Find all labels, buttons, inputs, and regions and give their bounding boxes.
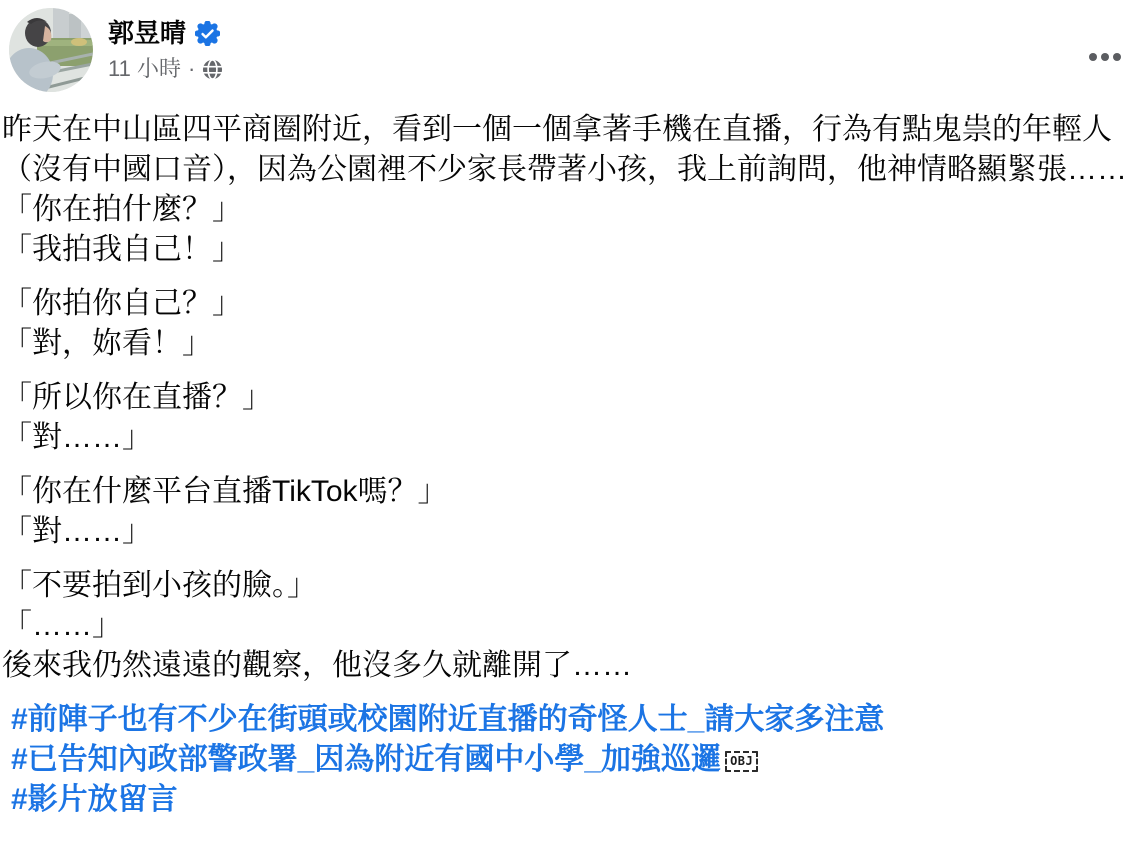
- hashtag-link[interactable]: #前陣子也有不少在街頭或校園附近直播的奇怪人士_請大家多注意: [11, 703, 885, 736]
- post-text-line: 「你在拍什麼？」: [2, 193, 242, 226]
- post-text-line: 「對……」: [2, 515, 152, 548]
- avatar[interactable]: [9, 8, 93, 92]
- post-header: [9, 8, 1123, 100]
- post-text-line: 「……」: [2, 609, 122, 642]
- hashtag-paragraph: [2, 700, 1136, 820]
- ellipsis-dot: [1101, 53, 1109, 61]
- post-text-line: 「你拍你自己？」: [2, 287, 242, 320]
- hashtag-line: [11, 740, 1136, 780]
- post-paragraph: [2, 284, 1136, 364]
- post-text-line: 後來我仍然遠遠的觀察，他沒多久就離開了……: [2, 649, 632, 682]
- post-text-line: 「不要拍到小孩的臉。」: [2, 569, 317, 602]
- globe-privacy-icon: [202, 59, 223, 80]
- ellipsis-dot: [1113, 53, 1121, 61]
- verified-badge-icon: [195, 21, 220, 46]
- meta-separator: ·: [187, 56, 196, 81]
- ellipsis-dot: [1089, 53, 1097, 61]
- post-paragraph: [2, 110, 1136, 270]
- hashtag-link[interactable]: #影片放留言: [11, 783, 178, 816]
- post-text-line: 「我拍我自己！」: [2, 233, 242, 266]
- author-name-row: [108, 18, 223, 48]
- post-header-info: [108, 18, 223, 81]
- post-text-line: 「所以你在直播？」: [2, 381, 272, 414]
- avatar-photo: [9, 8, 93, 92]
- post-text-line: （沒有中國口音），因為公園裡不少家長帶著小孩，我上前詢問，他神情略顯緊張……: [2, 153, 1127, 186]
- post-text-line: 「你在什麼平台直播TikTok嗎？」: [2, 475, 448, 508]
- post-meta-row: [108, 57, 223, 81]
- post-body: [2, 110, 1136, 820]
- ellipsis-menu-icon[interactable]: [1087, 47, 1123, 67]
- post-text-line: 「對，妳看！」: [2, 327, 212, 360]
- post-paragraph: [2, 566, 1136, 686]
- hashtag-line: [11, 700, 1136, 740]
- hashtag-link[interactable]: #已告知內政部警政署_因為附近有國中小學_加強巡邏: [11, 743, 722, 776]
- author-name[interactable]: 郭昱晴: [108, 18, 187, 48]
- post-paragraph: [2, 378, 1136, 458]
- hashtag-line: [11, 780, 1136, 820]
- post-paragraph: [2, 472, 1136, 552]
- post-text-line: 昨天在中山區四平商圈附近，看到一個一個拿著手機在直播，行為有點鬼祟的年輕人: [2, 113, 1112, 146]
- object-replacement-char: OBJ: [725, 751, 758, 772]
- post-text-line: 「對……」: [2, 421, 152, 454]
- timestamp[interactable]: 11 小時: [108, 56, 181, 81]
